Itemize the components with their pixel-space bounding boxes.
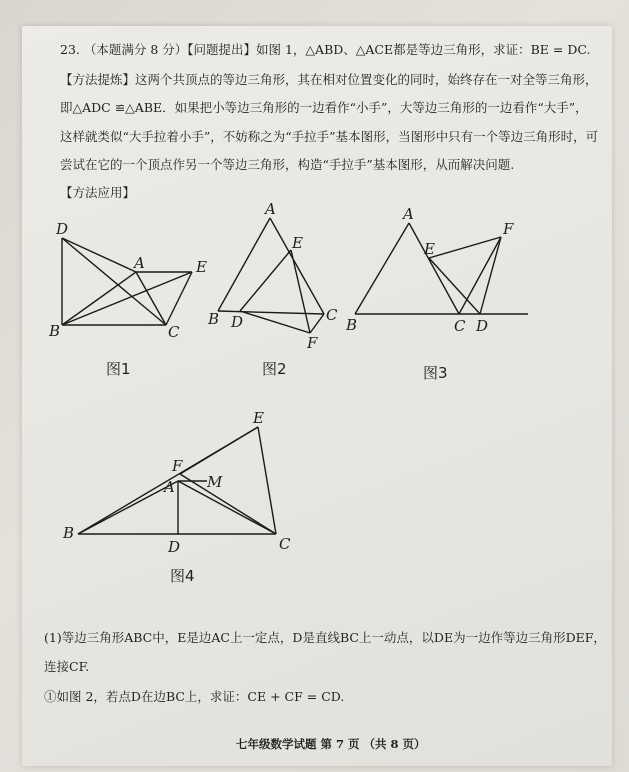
question-1-line-1: (1)等边三角形ABC中，E是边AC上一定点，D是直线BC上一动点，以DE为一边作等边三角形DEF， [44,630,606,645]
fig3-point-b: B [346,316,358,334]
page-footer: 七年级数学试题 第 7 页 （共 8 页） [236,737,426,751]
fig1-point-a: A [134,254,145,272]
problem-line-4: 这样就类似“大手拉着小手”，不妨称之为“手拉手”基本图形，当图形中只有一个等边三角形时，可 [60,129,599,144]
fig2-point-c: C [326,306,338,324]
fig3-point-d: D [476,317,489,335]
fig3-caption: 图3 [423,364,448,382]
fig1-point-e: E [196,258,207,276]
fig2-point-b: B [208,310,220,328]
fig4-caption: 图4 [170,567,195,585]
problem-line-5: 尝试在它的一个顶点作另一个等边三角形，构造“手拉手”基本图形，从而解决问题. [60,157,515,172]
problem-line-2: 【方法提炼】这两个共顶点的等边三角形，其在相对位置变化的同时，始终存在一对全等三角形， [60,72,598,87]
fig4-point-f: F [172,457,183,475]
fig4-point-b: B [63,524,75,542]
fig2-caption: 图2 [262,360,287,378]
problem-line-3: 即△ADC ≌△ABE．如果把小等边三角形的一边看作“小手”，大等边三角形的一边看作“大手”， [60,100,588,115]
fig1-point-c: C [168,323,180,341]
fig4-point-c: C [279,535,291,553]
fig3-point-c: C [454,317,466,335]
fig3-point-a: A [403,205,414,223]
fig1-caption: 图1 [106,360,131,378]
fig2-point-e: E [292,234,303,252]
method-application-heading: 【方法应用】 [60,185,136,200]
fig3-point-e: E [424,240,435,258]
fig1-point-b: B [49,322,61,340]
fig2-point-f: F [307,334,318,352]
fig4-point-a: A [164,478,175,496]
figure-1-lines [62,238,192,325]
fig4-point-e: E [253,409,264,427]
fig4-point-d: D [168,538,181,556]
question-1-line-2: 连接CF. [44,659,90,674]
fig2-point-a: A [265,200,276,218]
fig1-point-d: D [56,220,69,238]
fig3-point-f: F [503,220,514,238]
problem-line-1: 23. （本题满分 8 分）【问题提出】如图 1，△ABD、△ACE都是等边三角形，求证：BE = DC. [60,42,591,57]
question-1-part-1: ①如图 2，若点D在边BC上，求证：CE + CF = CD. [44,689,345,704]
fig2-point-d: D [231,313,244,331]
figure-4-lines [78,427,276,534]
fig4-point-m: M [207,473,223,491]
